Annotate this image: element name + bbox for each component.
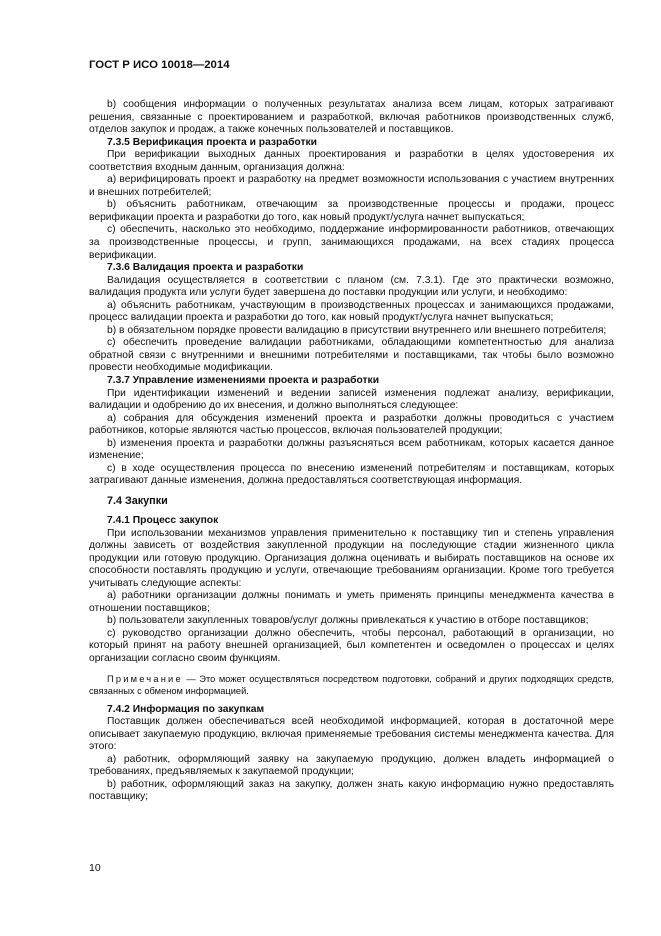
- section-heading-7-4-2: 7.4.2 Информация по закупкам: [107, 703, 265, 715]
- paragraph: Поставщик должен обеспечиваться всей необходимой информацией, которая в достаточной мере описывает закупаемую продукцию, включая применяемые требования системы менеджмента качества. Для этого:: [89, 716, 614, 753]
- paragraph: b) сообщения информации о полученных результатах анализа всем лицам, которых затрагивают решения, связанные с проектированием и разработкой, включая работников производственных служб, отделов закупок и продаж, а также конечных пользователей и поставщиков.: [89, 99, 614, 136]
- note-label: Примечание: [107, 673, 183, 684]
- document-body: [89, 99, 614, 804]
- list-item: c) в ходе осуществления процесса по внесению изменений потребителям и поставщикам, которых затрагивают данные изменения, должна предоставляться соответствующая информация.: [89, 462, 614, 487]
- section-heading-7-3-5: 7.3.5 Верификация проекта и разработки: [107, 136, 317, 148]
- paragraph: При использовании механизмов управления применительно к поставщику тип и степень управления должны зависеть от воздействия закупленной продукции на последующие стадии жизненного цикла продукции или готовую продукцию. Организация должна оценивать и выбирать поставщиков на основе их способности поставлять продукцию и услуги, отвечающие требованиям организации. Кроме того требуется учитывать следующие аспекты:: [89, 527, 614, 589]
- paragraph: При верификации выходных данных проектирования и разработки в целях удостоверения их соответствия входным данным, организация должна:: [89, 149, 614, 173]
- section-heading-7-4: 7.4 Закупки: [107, 494, 168, 507]
- list-item: b) работник, оформляющий заказ на закупку, должен знать какую информацию нужно предоставлять поставщику;: [89, 778, 614, 803]
- list-item: c) руководство организации должно обеспечить, чтобы персонал, работающий в организации, но который принят на работу внешней организацией, был компетентен и осведомлен о процессах и целях организации согласно своим функциям.: [89, 627, 614, 664]
- list-item: a) работник, оформляющий заявку на закупаемую продукцию, должен владеть информацией о требованиях, предъявляемых к закупаемой продукции;: [89, 753, 614, 778]
- list-item: a) объяснить работникам, участвующим в производственных процессах и занимающихся продажами, процесс валидации проекта и разработки до того, как новый продукт/услуга начнет выпускаться;: [89, 299, 614, 324]
- document-header: ГОСТ Р ИСО 10018—2014: [89, 59, 230, 71]
- paragraph: Валидация осуществляется в соответствии с планом (см. 7.3.1). Где это практически возможно, валидация продукта или услуги будет завершена до поставки продукции или услуги, и необходимо:: [89, 274, 614, 299]
- note-text: — Это может осуществляться посредством подготовки, собраний и других подходящих средств, связанных с обменом информацией.: [89, 673, 614, 696]
- list-item: b) пользователи закупленных товаров/услуг должны привлекаться к участию в отборе поставщиков;: [107, 615, 589, 627]
- list-item: a) собрания для обсуждения изменений проекта и разработки должны проводиться с участием работников, которые являются частью процессов, включая пользователей продукции;: [89, 412, 614, 437]
- note: [89, 673, 614, 697]
- paragraph: При идентификации изменений и ведении записей изменения подлежат анализу, верификации, валидации и одобрению до их внесения, и должно выполняться следующее:: [89, 387, 614, 412]
- list-item: a) работники организации должны понимать и уметь применять принципы менеджмента качества в отношении поставщиков;: [89, 590, 614, 614]
- list-item: b) объяснить работникам, отвечающим за производственные процессы и продажи, процесс верификации проекта и разработки до того, как новый продукт/услуга начнет выпускаться;: [89, 199, 614, 223]
- page-number: 10: [89, 862, 101, 874]
- list-item: c) обеспечить, насколько это необходимо, поддержание информированности работников, отвечающих за производственные процессы, и групп, занимающихся продажами, на всех стадиях процесса верификации.: [89, 224, 614, 261]
- list-item: a) верифицировать проект и разработку на предмет возможности использования с участием внутренних и внешних потребителей;: [89, 174, 614, 198]
- section-heading-7-3-6: 7.3.6 Валидация проекта и разработки: [107, 262, 304, 274]
- section-heading-7-3-7: 7.3.7 Управление изменениями проекта и разработки: [107, 375, 380, 387]
- section-heading-7-4-1: 7.4.1 Процесс закупок: [107, 514, 219, 526]
- list-item: c) обеспечить проведение валидации работниками, обладающими компетентностью для анализа обратной связи с внутренними и внешними потребителями и поставщиками, так чтобы было возможно провести необходимые модификации.: [89, 337, 614, 374]
- list-item: b) изменения проекта и разработки должны разъясняться всем работникам, которых касается данное изменение;: [89, 437, 614, 462]
- list-item: b) в обязательном порядке провести валидацию в присутствии внутреннего или внешнего потребителя;: [107, 324, 607, 336]
